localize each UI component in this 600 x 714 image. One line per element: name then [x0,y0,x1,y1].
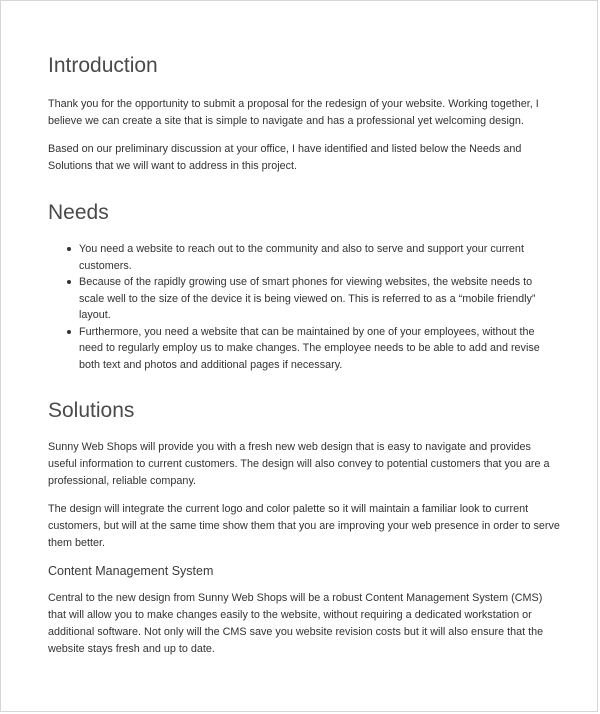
solutions-paragraph-1: Sunny Web Shops will provide you with a fresh new web design that is easy to navigate and provides useful information to current customers. The design will also convey to potential customers that you are a professional, reliable company. [48,441,550,487]
needs-list-item [79,274,560,324]
introduction-paragraph-1: Thank you for the opportunity to submit a proposal for the redesign of your website. Working together, I believe we can create a site that is simple to navigate and has a professional yet welcoming design. [48,98,539,127]
document-content [48,53,560,658]
needs-item-text: You need a website to reach out to the community and also to serve and support your current customers. [79,243,524,272]
solutions-paragraph-2: The design will integrate the current logo and color palette so it will maintain a familiar look to current customers, but will at the same time show them that you are improving your web presence in order to serve them better. [48,503,560,549]
cms-subheading: Content Management System [48,564,214,578]
introduction-paragraph-2: Based on our preliminary discussion at your office, I have identified and listed below the Needs and Solutions that we will want to address in this project. [48,143,522,172]
needs-item-text: Furthermore, you need a website that can be maintained by one of your employees, without the need to regularly employ us to make changes. The employee needs to be able to add and revise both text and photos and additional pages if necessary. [79,325,540,371]
bullet-icon [67,247,71,251]
needs-heading: Needs [48,201,109,224]
needs-item-text: Because of the rapidly growing use of smart phones for viewing websites, the website needs to scale well to the size of the device it is being viewed on. This is referred to as a “mobile friendly” layout. [79,276,536,321]
bullet-icon [67,330,71,334]
needs-list-item [79,324,560,374]
needs-list [48,241,560,373]
bullet-icon [67,280,71,284]
introduction-heading: Introduction [48,54,158,77]
needs-list-item [79,241,560,274]
cms-paragraph: Central to the new design from Sunny Web Shops will be a robust Content Management System (CMS) that will allow you to make changes easily to the website, without requiring a dedicated workstation or additional software. Not only will the CMS save you website revision costs but it will also ensure that the website stays fresh and up to date. [48,592,544,655]
solutions-heading: Solutions [48,399,135,422]
